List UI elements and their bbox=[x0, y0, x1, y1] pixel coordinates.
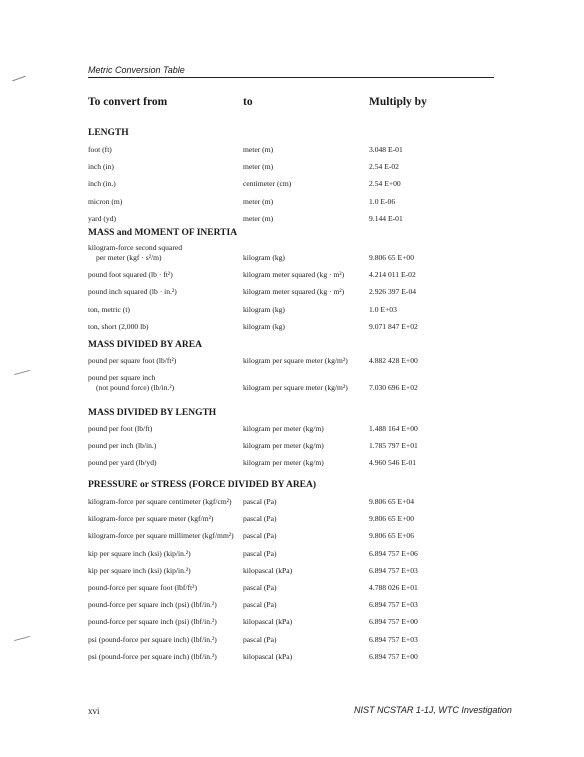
multiply-factor: 4.882 428 E+00 bbox=[369, 356, 418, 365]
from-unit-line: yard (yd) bbox=[88, 213, 117, 223]
multiply-factor: 4.788 026 E+01 bbox=[369, 583, 418, 592]
from-unit bbox=[88, 373, 174, 393]
from-unit-line: kip per square inch (ksi) (kip/in.²) bbox=[88, 565, 191, 575]
to-unit: pascal (Pa) bbox=[243, 531, 277, 541]
to-unit: pascal (Pa) bbox=[243, 634, 277, 644]
to-unit: meter (m) bbox=[243, 196, 274, 206]
from-unit bbox=[88, 652, 217, 662]
from-unit bbox=[88, 635, 217, 645]
from-unit-line: kilogram-force per square meter (kgf/m²) bbox=[88, 514, 214, 524]
from-unit bbox=[88, 197, 122, 207]
from-unit-line: pound-force per square foot (lbf/ft²) bbox=[88, 583, 197, 592]
to-unit: kilogram meter squared (kg · m²) bbox=[243, 270, 345, 280]
from-unit bbox=[88, 243, 182, 263]
to-unit: pascal (Pa) bbox=[243, 514, 277, 524]
from-unit bbox=[88, 424, 152, 434]
multiply-factor: 9.806 65 E+06 bbox=[369, 531, 414, 541]
multiply-factor: 4.214 011 E-02 bbox=[369, 270, 416, 280]
from-unit-line: pound-force per square inch (psi) (lbf/in.²) bbox=[88, 600, 217, 610]
to-unit: kilopascal (kPa) bbox=[243, 565, 293, 575]
multiply-factor: 9.144 E-01 bbox=[369, 213, 403, 223]
from-unit bbox=[88, 179, 116, 189]
multiply-factor: 6.894 757 E+00 bbox=[369, 617, 418, 627]
from-unit bbox=[88, 514, 213, 524]
to-unit: kilopascal (kPa) bbox=[243, 651, 293, 661]
to-unit: kilogram per meter (kg/m) bbox=[243, 441, 324, 451]
header-rule bbox=[88, 77, 494, 78]
from-unit bbox=[88, 458, 157, 468]
to-unit: kilogram per meter (kg/m) bbox=[243, 458, 324, 468]
column-header-from: To convert from bbox=[88, 96, 168, 108]
from-unit bbox=[88, 497, 232, 507]
to-unit: pascal (Pa) bbox=[243, 600, 277, 610]
multiply-factor: 1.0 E-06 bbox=[369, 196, 396, 206]
to-unit: meter (m) bbox=[243, 213, 274, 223]
from-unit bbox=[88, 531, 234, 541]
multiply-factor: 6.894 757 E+03 bbox=[369, 565, 418, 575]
from-unit-line: pound per square inch bbox=[88, 373, 156, 383]
multiply-factor: 2.926 397 E-04 bbox=[369, 287, 417, 297]
multiply-factor: 9.806 65 E+04 bbox=[369, 497, 414, 506]
from-unit-line: pound-force per square inch (psi) (lbf/in.²) bbox=[88, 617, 217, 627]
column-header-to: to bbox=[243, 96, 253, 108]
from-unit-line: pound per inch (lb/in.) bbox=[88, 441, 157, 451]
from-unit bbox=[88, 356, 176, 366]
from-unit bbox=[88, 583, 197, 593]
from-unit-line: ton, metric (t) bbox=[88, 304, 130, 314]
from-unit bbox=[88, 214, 116, 224]
multiply-factor: 1.488 164 E+00 bbox=[369, 424, 418, 433]
from-unit-line: pound per foot (lb/ft) bbox=[88, 424, 153, 433]
from-unit-line: micron (m) bbox=[88, 196, 123, 206]
scan-mark bbox=[14, 636, 30, 641]
from-unit-line: pound per square foot (lb/ft²) bbox=[88, 356, 177, 365]
header-title: Metric Conversion Table bbox=[88, 65, 185, 75]
multiply-factor: 1.0 E+03 bbox=[369, 304, 397, 314]
page-number: xvi bbox=[88, 706, 100, 716]
to-unit: kilogram per square meter (kg/m²) bbox=[243, 383, 348, 393]
section-title: PRESSURE or STRESS (FORCE DIVIDED BY AREA) bbox=[88, 480, 317, 490]
from-unit-line: pound foot squared (lb · ft²) bbox=[88, 270, 173, 280]
to-unit: kilopascal (kPa) bbox=[243, 617, 293, 627]
from-unit bbox=[88, 549, 191, 559]
from-unit bbox=[88, 617, 217, 627]
multiply-factor: 2.54 E-02 bbox=[369, 162, 399, 172]
section-title: MASS DIVIDED BY LENGTH bbox=[88, 408, 217, 418]
to-unit: pascal (Pa) bbox=[243, 548, 277, 558]
to-unit: pascal (Pa) bbox=[243, 497, 277, 506]
multiply-factor: 6.894 757 E+03 bbox=[369, 600, 418, 610]
to-unit: meter (m) bbox=[243, 145, 274, 154]
from-unit-line: psi (pound-force per square inch) (lbf/in.²) bbox=[88, 651, 217, 661]
from-unit bbox=[88, 322, 149, 332]
scan-mark bbox=[14, 370, 30, 375]
from-unit bbox=[88, 270, 173, 280]
from-unit bbox=[88, 287, 177, 297]
multiply-factor: 3.048 E-01 bbox=[369, 145, 403, 154]
from-unit-line: ton, short (2,000 lb) bbox=[88, 321, 149, 331]
column-header-multiply: Multiply by bbox=[369, 96, 427, 108]
multiply-factor: 2.54 E+00 bbox=[369, 179, 401, 189]
to-unit: pascal (Pa) bbox=[243, 583, 277, 592]
from-unit-line: pound inch squared (lb · in.²) bbox=[88, 287, 177, 297]
to-unit: kilogram (kg) bbox=[243, 304, 285, 314]
report-id: NIST NCSTAR 1-1J, WTC Investigation bbox=[354, 705, 512, 715]
from-unit-line: pound per yard (lb/yd) bbox=[88, 458, 157, 468]
from-unit bbox=[88, 305, 130, 315]
multiply-factor: 9.806 65 E+00 bbox=[369, 514, 414, 524]
from-unit-line: inch (in.) bbox=[88, 179, 116, 189]
section-title: LENGTH bbox=[88, 128, 129, 138]
multiply-factor: 4.960 546 E-01 bbox=[369, 458, 417, 468]
from-unit-line: (not pound force) (lb/in.²) bbox=[96, 383, 175, 393]
from-unit-line: kilogram-force per square millimeter (kgf/mm²) bbox=[88, 531, 234, 541]
to-unit: centimeter (cm) bbox=[243, 179, 292, 189]
from-unit-line: foot (ft) bbox=[88, 145, 112, 154]
multiply-factor: 6.894 757 E+06 bbox=[369, 548, 418, 558]
section-title: MASS DIVIDED BY AREA bbox=[88, 340, 202, 350]
from-unit-line: inch (in) bbox=[88, 162, 114, 172]
multiply-factor: 6.894 757 E+03 bbox=[369, 634, 418, 644]
multiply-factor: 6.894 757 E+00 bbox=[369, 651, 418, 661]
from-unit-line: per meter (kgf · s²/m) bbox=[96, 253, 162, 262]
from-unit-line: kilogram-force second squared bbox=[88, 243, 183, 252]
to-unit: kilogram meter squared (kg · m²) bbox=[243, 287, 345, 297]
to-unit: kilogram per meter (kg/m) bbox=[243, 424, 324, 433]
from-unit bbox=[88, 566, 191, 576]
multiply-factor: 9.071 847 E+02 bbox=[369, 321, 418, 331]
section-title: MASS and MOMENT OF INERTIA bbox=[88, 228, 238, 238]
from-unit bbox=[88, 162, 114, 172]
to-unit: kilogram (kg) bbox=[243, 321, 285, 331]
to-unit: meter (m) bbox=[243, 162, 274, 172]
from-unit-line: kip per square inch (ksi) (kip/in.²) bbox=[88, 548, 191, 558]
from-unit-line: kilogram-force per square centimeter (kgf/cm²) bbox=[88, 497, 232, 506]
from-unit bbox=[88, 600, 217, 610]
from-unit-line: psi (pound-force per square inch) (lbf/in.²) bbox=[88, 634, 217, 644]
to-unit: kilogram per square meter (kg/m²) bbox=[243, 356, 348, 365]
scan-mark bbox=[12, 76, 25, 82]
multiply-factor: 1.785 797 E+01 bbox=[369, 441, 418, 451]
from-unit bbox=[88, 145, 112, 155]
from-unit bbox=[88, 441, 156, 451]
multiply-factor: 9.806 65 E+00 bbox=[369, 253, 414, 262]
multiply-factor: 7.030 696 E+02 bbox=[369, 383, 418, 393]
to-unit: kilogram (kg) bbox=[243, 253, 285, 262]
